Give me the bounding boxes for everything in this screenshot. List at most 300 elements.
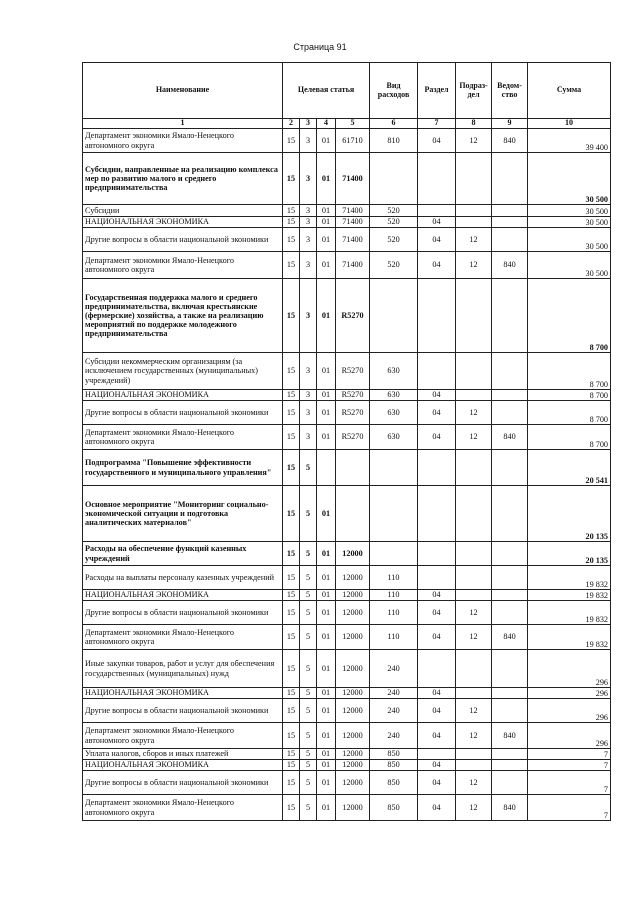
row-code-direction: R5270 (336, 401, 370, 425)
row-vedomstvo: 840 (492, 723, 528, 749)
row-sum: 19 832 (528, 590, 611, 601)
row-code-subprogram: 5 (300, 650, 317, 688)
row-sum: 19 832 (528, 625, 611, 650)
table-row (83, 129, 611, 153)
table-row (83, 401, 611, 425)
table-row (83, 650, 611, 688)
row-sum: 296 (528, 688, 611, 699)
row-podrazdel (456, 205, 492, 217)
row-code-direction: 12000 (336, 566, 370, 590)
row-podrazdel (456, 688, 492, 699)
table-row (83, 795, 611, 821)
row-code-event: 01 (317, 601, 336, 625)
header-row (83, 63, 611, 119)
row-sum: 8 700 (528, 401, 611, 425)
row-vid: 110 (370, 590, 418, 601)
row-vedomstvo (492, 279, 528, 353)
table-body (83, 129, 611, 821)
table-row (83, 749, 611, 760)
row-code-event: 01 (317, 486, 336, 542)
row-code-event: 01 (317, 353, 336, 390)
col-number: 5 (336, 119, 370, 129)
row-code-subprogram: 3 (300, 252, 317, 279)
row-name: НАЦИОНАЛЬНАЯ ЭКОНОМИКА (83, 688, 283, 699)
row-vid: 110 (370, 625, 418, 650)
col-number: 3 (300, 119, 317, 129)
row-code-direction: 71400 (336, 252, 370, 279)
row-podrazdel (456, 760, 492, 771)
row-code-subprogram: 5 (300, 542, 317, 566)
table-row (83, 566, 611, 590)
row-code-program: 15 (283, 760, 300, 771)
row-sum: 7 (528, 760, 611, 771)
row-razdel: 04 (418, 771, 456, 795)
row-sum: 7 (528, 795, 611, 821)
row-sum: 7 (528, 749, 611, 760)
row-name: Другие вопросы в области национальной экономики (83, 228, 283, 252)
row-vid: 240 (370, 723, 418, 749)
row-name: Подпрограмма "Повышение эффективности государственного и муниципального управления" (83, 450, 283, 486)
row-name: Департамент экономики Ямало-Ненецкого автономного округа (83, 425, 283, 450)
row-vedomstvo (492, 353, 528, 390)
row-code-event: 01 (317, 390, 336, 401)
row-code-event: 01 (317, 425, 336, 450)
row-code-event: 01 (317, 590, 336, 601)
row-podrazdel (456, 390, 492, 401)
row-code-event: 01 (317, 688, 336, 699)
row-podrazdel: 12 (456, 228, 492, 252)
row-code-event: 01 (317, 625, 336, 650)
table-row (83, 252, 611, 279)
table-row (83, 205, 611, 217)
row-vid: 850 (370, 760, 418, 771)
col-number: 10 (528, 119, 611, 129)
row-code-event: 01 (317, 771, 336, 795)
row-podrazdel: 12 (456, 699, 492, 723)
row-name: Департамент экономики Ямало-Ненецкого автономного округа (83, 129, 283, 153)
row-code-direction: 12000 (336, 688, 370, 699)
row-vid: 850 (370, 795, 418, 821)
row-vid (370, 486, 418, 542)
row-code-subprogram: 3 (300, 153, 317, 205)
table-row (83, 450, 611, 486)
row-sum: 20 135 (528, 542, 611, 566)
row-code-subprogram: 5 (300, 601, 317, 625)
row-code-subprogram: 5 (300, 590, 317, 601)
row-razdel: 04 (418, 688, 456, 699)
row-code-program: 15 (283, 353, 300, 390)
row-sum: 30 500 (528, 217, 611, 228)
row-podrazdel (456, 279, 492, 353)
row-code-event: 01 (317, 749, 336, 760)
col-number: 2 (283, 119, 300, 129)
row-code-subprogram: 3 (300, 425, 317, 450)
row-razdel (418, 542, 456, 566)
row-vid (370, 450, 418, 486)
row-vid: 520 (370, 205, 418, 217)
row-vedomstvo (492, 205, 528, 217)
row-code-direction: 12000 (336, 760, 370, 771)
row-code-subprogram: 5 (300, 450, 317, 486)
row-code-event: 01 (317, 795, 336, 821)
row-razdel (418, 450, 456, 486)
row-code-direction: 12000 (336, 771, 370, 795)
row-code-event: 01 (317, 252, 336, 279)
row-vedomstvo (492, 771, 528, 795)
header-podrazdel: Подраз-дел (456, 63, 492, 119)
row-vid: 850 (370, 771, 418, 795)
table-row (83, 760, 611, 771)
row-code-program: 15 (283, 217, 300, 228)
col-number: 4 (317, 119, 336, 129)
row-vedomstvo (492, 760, 528, 771)
row-vedomstvo (492, 590, 528, 601)
table-row (83, 601, 611, 625)
row-vid: 630 (370, 390, 418, 401)
row-code-direction: 12000 (336, 650, 370, 688)
row-podrazdel (456, 566, 492, 590)
row-name: НАЦИОНАЛЬНАЯ ЭКОНОМИКА (83, 217, 283, 228)
row-code-direction: 12000 (336, 542, 370, 566)
table-row (83, 688, 611, 699)
row-vid: 630 (370, 401, 418, 425)
table-row (83, 353, 611, 390)
row-podrazdel: 12 (456, 401, 492, 425)
row-razdel: 04 (418, 425, 456, 450)
row-vid: 240 (370, 688, 418, 699)
row-razdel (418, 279, 456, 353)
table-row (83, 425, 611, 450)
row-code-subprogram: 3 (300, 279, 317, 353)
row-razdel (418, 650, 456, 688)
row-code-event: 01 (317, 760, 336, 771)
row-podrazdel: 12 (456, 771, 492, 795)
row-code-program: 15 (283, 723, 300, 749)
row-code-program: 15 (283, 542, 300, 566)
row-razdel (418, 566, 456, 590)
row-razdel: 04 (418, 590, 456, 601)
row-name: НАЦИОНАЛЬНАЯ ЭКОНОМИКА (83, 760, 283, 771)
row-name: Субсидии (83, 205, 283, 217)
row-code-subprogram: 3 (300, 205, 317, 217)
row-code-subprogram: 5 (300, 566, 317, 590)
row-code-subprogram: 5 (300, 771, 317, 795)
row-razdel: 04 (418, 252, 456, 279)
row-razdel: 04 (418, 723, 456, 749)
table-row (83, 228, 611, 252)
table-row (83, 153, 611, 205)
row-sum: 296 (528, 699, 611, 723)
row-code-program: 15 (283, 153, 300, 205)
row-razdel: 04 (418, 390, 456, 401)
row-razdel (418, 353, 456, 390)
row-code-event: 01 (317, 723, 336, 749)
row-vedomstvo (492, 699, 528, 723)
row-code-program: 15 (283, 252, 300, 279)
row-sum: 30 500 (528, 252, 611, 279)
page-title: Страница 91 (293, 42, 347, 52)
row-code-subprogram: 5 (300, 795, 317, 821)
row-code-program: 15 (283, 390, 300, 401)
row-code-event: 01 (317, 279, 336, 353)
header-name: Наименование (83, 63, 283, 119)
row-code-direction: 61710 (336, 129, 370, 153)
row-name: Другие вопросы в области национальной экономики (83, 401, 283, 425)
row-vedomstvo (492, 401, 528, 425)
row-code-direction (336, 450, 370, 486)
row-code-event: 01 (317, 205, 336, 217)
row-vedomstvo (492, 486, 528, 542)
row-code-direction: 12000 (336, 625, 370, 650)
row-code-direction (336, 486, 370, 542)
row-code-subprogram: 5 (300, 749, 317, 760)
row-vid: 520 (370, 228, 418, 252)
row-vedomstvo (492, 217, 528, 228)
row-razdel: 04 (418, 625, 456, 650)
row-vid: 810 (370, 129, 418, 153)
row-podrazdel (456, 353, 492, 390)
row-code-event: 01 (317, 566, 336, 590)
row-vedomstvo (492, 749, 528, 760)
row-code-subprogram: 3 (300, 401, 317, 425)
row-code-event: 01 (317, 153, 336, 205)
row-code-event: 01 (317, 129, 336, 153)
row-name: Департамент экономики Ямало-Ненецкого автономного округа (83, 252, 283, 279)
row-code-direction: 12000 (336, 699, 370, 723)
row-code-program: 15 (283, 795, 300, 821)
row-razdel: 04 (418, 795, 456, 821)
table-row (83, 217, 611, 228)
col-number: 8 (456, 119, 492, 129)
row-name: Другие вопросы в области национальной экономики (83, 771, 283, 795)
row-vedomstvo (492, 390, 528, 401)
header-razdel: Раздел (418, 63, 456, 119)
row-razdel: 04 (418, 760, 456, 771)
header-vedomstvo: Ведом-ство (492, 63, 528, 119)
row-code-program: 15 (283, 228, 300, 252)
row-vid (370, 542, 418, 566)
row-podrazdel: 12 (456, 723, 492, 749)
row-razdel: 04 (418, 217, 456, 228)
col-number: 6 (370, 119, 418, 129)
row-code-direction: R5270 (336, 279, 370, 353)
row-code-program: 15 (283, 401, 300, 425)
row-podrazdel: 12 (456, 625, 492, 650)
row-code-program: 15 (283, 625, 300, 650)
row-razdel: 04 (418, 699, 456, 723)
row-code-program: 15 (283, 566, 300, 590)
row-name: Уплата налогов, сборов и иных платежей (83, 749, 283, 760)
row-sum: 7 (528, 771, 611, 795)
row-code-subprogram: 5 (300, 699, 317, 723)
table-row (83, 486, 611, 542)
row-code-subprogram: 5 (300, 486, 317, 542)
row-code-program: 15 (283, 450, 300, 486)
row-sum: 8 700 (528, 390, 611, 401)
row-name: Государственная поддержка малого и среднего предпринимательства, включая крестьянские (фермерские) хозяйства, а также на реализацию мероприятий по поддержке молодежного предпринимательства (83, 279, 283, 353)
row-name: НАЦИОНАЛЬНАЯ ЭКОНОМИКА (83, 590, 283, 601)
row-name: Основное мероприятие "Мониторинг социально-экономической ситуации и подготовка аналитических материалов" (83, 486, 283, 542)
row-vid (370, 153, 418, 205)
row-vedomstvo (492, 450, 528, 486)
row-code-program: 15 (283, 486, 300, 542)
row-razdel (418, 205, 456, 217)
row-vedomstvo: 840 (492, 625, 528, 650)
row-code-direction: R5270 (336, 425, 370, 450)
row-podrazdel (456, 153, 492, 205)
row-code-subprogram: 5 (300, 723, 317, 749)
row-vid: 850 (370, 749, 418, 760)
row-sum: 8 700 (528, 425, 611, 450)
row-vedomstvo (492, 228, 528, 252)
row-podrazdel (456, 486, 492, 542)
row-code-program: 15 (283, 771, 300, 795)
row-code-subprogram: 3 (300, 129, 317, 153)
row-name: Другие вопросы в области национальной экономики (83, 699, 283, 723)
table-row (83, 771, 611, 795)
row-code-direction: 12000 (336, 795, 370, 821)
row-code-subprogram: 5 (300, 688, 317, 699)
row-code-subprogram: 3 (300, 228, 317, 252)
row-vid (370, 279, 418, 353)
row-code-direction: 12000 (336, 749, 370, 760)
row-podrazdel: 12 (456, 129, 492, 153)
row-code-program: 15 (283, 601, 300, 625)
row-vedomstvo: 840 (492, 795, 528, 821)
header-target: Целевая статья (283, 63, 370, 119)
table-row (83, 699, 611, 723)
row-sum: 19 832 (528, 601, 611, 625)
row-vid: 630 (370, 353, 418, 390)
table-row (83, 590, 611, 601)
row-name: НАЦИОНАЛЬНАЯ ЭКОНОМИКА (83, 390, 283, 401)
row-sum: 20 541 (528, 450, 611, 486)
row-code-direction: R5270 (336, 390, 370, 401)
row-code-subprogram: 3 (300, 353, 317, 390)
row-code-subprogram: 5 (300, 760, 317, 771)
row-name: Другие вопросы в области национальной экономики (83, 601, 283, 625)
row-code-subprogram: 5 (300, 625, 317, 650)
row-sum: 39 400 (528, 129, 611, 153)
row-vid: 110 (370, 601, 418, 625)
row-razdel (418, 749, 456, 760)
row-vid: 110 (370, 566, 418, 590)
row-sum: 30 500 (528, 153, 611, 205)
row-vedomstvo (492, 153, 528, 205)
row-code-subprogram: 3 (300, 217, 317, 228)
row-vedomstvo (492, 650, 528, 688)
row-name: Расходы на выплаты персоналу казенных учреждений (83, 566, 283, 590)
row-code-direction: 12000 (336, 590, 370, 601)
row-name: Субсидии некоммерческим организациям (за исключением государственных (муниципальных) учреждений) (83, 353, 283, 390)
row-razdel (418, 153, 456, 205)
row-podrazdel (456, 542, 492, 566)
row-vid: 240 (370, 650, 418, 688)
row-name: Иные закупки товаров, работ и услуг для обеспечения государственных (муниципальных) нужд (83, 650, 283, 688)
header-vid: Вид расходов (370, 63, 418, 119)
row-sum: 296 (528, 723, 611, 749)
row-code-event: 01 (317, 542, 336, 566)
row-vid: 630 (370, 425, 418, 450)
row-code-event: 01 (317, 217, 336, 228)
row-podrazdel (456, 650, 492, 688)
row-sum: 20 135 (528, 486, 611, 542)
row-code-event: 01 (317, 650, 336, 688)
row-code-direction: 71400 (336, 217, 370, 228)
row-podrazdel: 12 (456, 252, 492, 279)
budget-table (82, 62, 611, 821)
row-vid: 520 (370, 217, 418, 228)
row-razdel: 04 (418, 401, 456, 425)
row-podrazdel: 12 (456, 795, 492, 821)
table-row (83, 542, 611, 566)
row-code-event (317, 450, 336, 486)
row-sum: 296 (528, 650, 611, 688)
col-number: 9 (492, 119, 528, 129)
row-code-event: 01 (317, 401, 336, 425)
table-row (83, 723, 611, 749)
row-podrazdel: 12 (456, 425, 492, 450)
row-vid: 240 (370, 699, 418, 723)
table-row (83, 625, 611, 650)
row-vedomstvo: 840 (492, 129, 528, 153)
row-code-program: 15 (283, 590, 300, 601)
row-code-event: 01 (317, 699, 336, 723)
row-vedomstvo: 840 (492, 252, 528, 279)
header-summa: Сумма (528, 63, 611, 119)
row-vedomstvo (492, 688, 528, 699)
row-name: Департамент экономики Ямало-Ненецкого автономного округа (83, 625, 283, 650)
row-name: Расходы на обеспечение функций казенных учреждений (83, 542, 283, 566)
row-code-direction: 71400 (336, 153, 370, 205)
row-name: Департамент экономики Ямало-Ненецкого автономного округа (83, 795, 283, 821)
col-number: 7 (418, 119, 456, 129)
row-vedomstvo (492, 542, 528, 566)
row-code-direction: R5270 (336, 353, 370, 390)
row-razdel: 04 (418, 601, 456, 625)
row-name: Субсидии, направленные на реализацию комплекса мер по развитию малого и среднего предпринимательства (83, 153, 283, 205)
row-code-event: 01 (317, 228, 336, 252)
row-vedomstvo: 840 (492, 425, 528, 450)
row-vedomstvo (492, 601, 528, 625)
row-code-program: 15 (283, 699, 300, 723)
row-podrazdel (456, 450, 492, 486)
row-razdel: 04 (418, 228, 456, 252)
row-vid: 520 (370, 252, 418, 279)
row-code-program: 15 (283, 205, 300, 217)
table-row (83, 279, 611, 353)
row-razdel (418, 486, 456, 542)
row-name: Департамент экономики Ямало-Ненецкого автономного округа (83, 723, 283, 749)
row-podrazdel: 12 (456, 601, 492, 625)
row-podrazdel (456, 590, 492, 601)
row-razdel: 04 (418, 129, 456, 153)
row-sum: 19 832 (528, 566, 611, 590)
row-sum: 30 500 (528, 228, 611, 252)
row-code-program: 15 (283, 688, 300, 699)
row-code-program: 15 (283, 279, 300, 353)
table-row (83, 390, 611, 401)
row-sum: 30 500 (528, 205, 611, 217)
row-code-program: 15 (283, 650, 300, 688)
row-sum: 8 700 (528, 279, 611, 353)
row-code-direction: 12000 (336, 723, 370, 749)
row-code-program: 15 (283, 129, 300, 153)
row-code-program: 15 (283, 749, 300, 760)
row-sum: 8 700 (528, 353, 611, 390)
row-podrazdel (456, 749, 492, 760)
column-number-row (83, 119, 611, 129)
